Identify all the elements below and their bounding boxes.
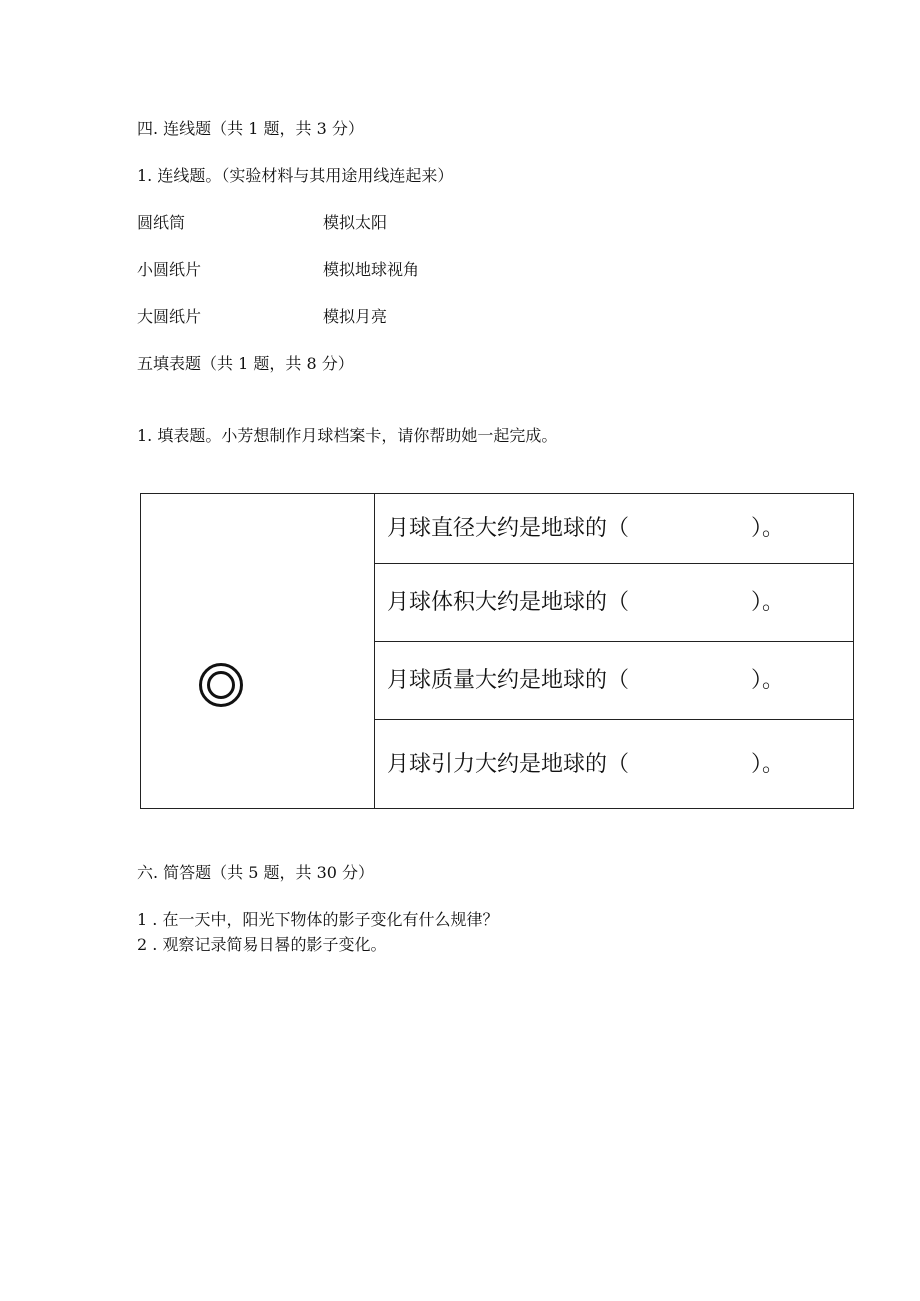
pair-right-item: 模拟月亮 xyxy=(323,307,388,326)
section-5-question: 1. 填表题。小芳想制作月球档案卡，请你帮助她一起完成。 xyxy=(137,426,558,445)
moon-image-cell xyxy=(141,494,375,808)
section-6-title: 六. 简答题（共 5 题，共 30 分） xyxy=(137,863,375,882)
row-close: ）。 xyxy=(751,516,785,541)
table-row xyxy=(375,564,853,642)
row-text: 月球直径大约是地球的（ xyxy=(387,516,630,541)
section-5-title: 五填表题（共 1 题，共 8 分） xyxy=(137,354,354,373)
moon-inner-circle-icon xyxy=(207,671,235,699)
pair-left-item: 大圆纸片 xyxy=(137,307,202,326)
row-text: 月球体积大约是地球的（ xyxy=(387,590,630,615)
table-row xyxy=(375,494,853,564)
row-text: 月球引力大约是地球的（ xyxy=(387,752,630,777)
table-row xyxy=(375,720,853,808)
pair-right-item: 模拟地球视角 xyxy=(323,260,420,279)
row-close: ）。 xyxy=(751,668,785,693)
row-close: ）。 xyxy=(751,590,785,615)
section-4-question: 1. 连线题。（实验材料与其用途用线连起来） xyxy=(137,166,454,185)
pair-right-item: 模拟太阳 xyxy=(323,213,388,232)
pair-left-item: 圆纸筒 xyxy=(137,213,186,232)
pair-left-item: 小圆纸片 xyxy=(137,260,202,279)
short-answer-question: 1 . 在一天中，阳光下物体的影子变化有什么规律？ xyxy=(137,910,499,929)
table-row xyxy=(375,642,853,720)
moon-profile-table xyxy=(140,493,854,809)
row-text: 月球质量大约是地球的（ xyxy=(387,668,630,693)
row-close: ）。 xyxy=(751,752,785,777)
short-answer-question: 2 . 观察记录简易日晷的影子变化。 xyxy=(137,935,387,954)
section-4-title: 四. 连线题（共 1 题，共 3 分） xyxy=(137,119,364,138)
